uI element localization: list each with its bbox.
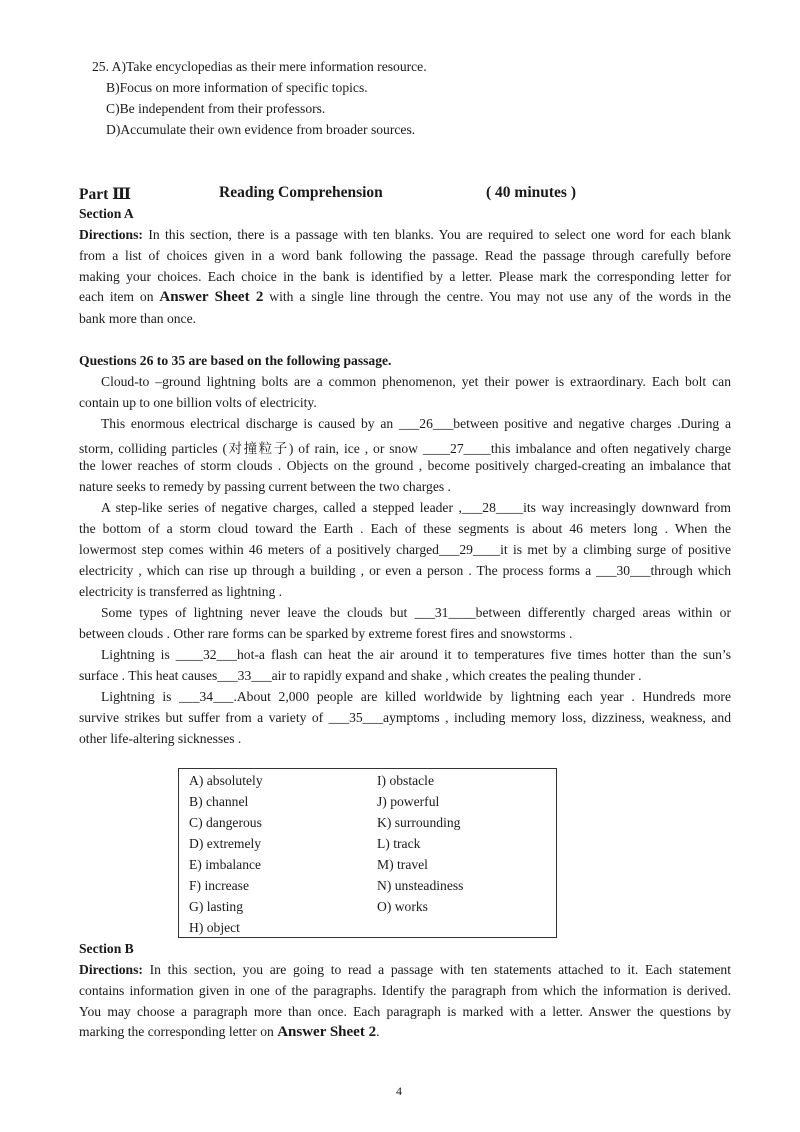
answer-sheet-label: Answer Sheet 2: [277, 1024, 377, 1040]
section-b-directions-line-2: contains information given in one of the paragraphs. Identify the paragraph from which the information is derived.: [79, 983, 731, 998]
section-a-heading: Section A: [79, 206, 134, 221]
word-bank-item: J) powerful: [377, 794, 440, 809]
word-bank-item: D) extremely: [189, 836, 262, 851]
word-bank-item: E) imbalance: [189, 857, 262, 872]
passage-line: nature seeks to remedy by passing current between the two charges .: [79, 479, 451, 494]
section-a-directions-line-1: [79, 227, 731, 243]
directions-text: with a single line through the centre. You may not use any of the words in the: [269, 289, 731, 304]
q25-option-c: C)Be independent from their professors.: [106, 101, 326, 116]
passage-line: A step-like series of negative charges, called a stepped leader ,___28____its way increasingly downward from: [101, 500, 731, 515]
word-bank-item: H) object: [189, 920, 240, 935]
section-b-directions-line-1: [79, 962, 731, 978]
passage-line: Cloud-to –ground lightning bolts are a common phenomenon, yet their power is extraordinary. Each bolt can: [101, 374, 731, 389]
part-title: Reading Comprehension: [219, 184, 383, 201]
word-bank-item: F) increase: [189, 878, 250, 893]
directions-text: In this section, you are going to read a passage with ten statements attached to it. Each statement: [149, 962, 731, 977]
passage-line: the bottom of a storm cloud toward the Earth . Each of these segments is about 46 meters long . When the: [79, 521, 731, 536]
directions-text: each item on: [79, 289, 154, 304]
directions-text: .: [376, 1024, 380, 1039]
passage-heading: Questions 26 to 35 are based on the following passage.: [79, 353, 392, 368]
section-a-directions-line-3: making your choices. Each choice in the bank is identified by a letter. Please mark the corresponding letter for: [79, 269, 731, 284]
passage-line: electricity , which can rise up through a building , or even a person . The process forms a ___30___through which: [79, 563, 731, 578]
word-bank-item: B) channel: [189, 794, 249, 809]
passage-line: Lightning is ____32___hot-a flash can heat the air around it to temperatures five times hotter than the sun’s: [101, 647, 731, 662]
passage-line: This enormous electrical discharge is caused by an ___26___between positive and negative charges .During a: [101, 416, 731, 431]
word-bank-item: O) works: [377, 899, 428, 914]
directions-label: Directions:: [79, 227, 143, 242]
passage-line: storm, colliding particles (对撞粒子) of rain, ice , or snow ____27____this imbalance and often negatively charge: [79, 441, 731, 456]
passage-line: surface . This heat causes___33___air to rapidly expand and shake , which creates the pealing thunder .: [79, 668, 642, 683]
word-bank: [178, 768, 557, 938]
section-b-heading: Section B: [79, 941, 134, 956]
part-time: ( 40 minutes ): [486, 184, 576, 201]
word-bank-item: K) surrounding: [377, 815, 461, 830]
directions-text: marking the corresponding letter on: [79, 1024, 274, 1039]
section-b-directions-line-3: You may choose a paragraph more than once. Each paragraph is marked with a letter. Answer the questions by: [79, 1004, 731, 1019]
word-bank-item: L) track: [377, 836, 421, 851]
passage-line: survive strikes but suffer from a variety of ___35___aymptoms , including memory loss, dizziness, weakness, and: [79, 710, 731, 725]
word-bank-item: G) lasting: [189, 899, 243, 914]
part-label: Part Ⅲ: [79, 186, 132, 203]
passage-line: electricity is transferred as lightning .: [79, 584, 283, 599]
directions-text: In this section, there is a passage with ten blanks. You are required to select one word for each blank: [148, 227, 732, 242]
q25-option-a: 25. A)Take encyclopedias as their mere information resource.: [92, 59, 427, 74]
answer-sheet-label: Answer Sheet 2: [159, 289, 264, 305]
word-bank-item: A) absolutely: [189, 773, 263, 788]
passage-line: the lower reaches of storm clouds . Objects on the ground , become positively charged-creating an imbalance that: [79, 458, 731, 473]
passage-line: other life-altering sicknesses .: [79, 731, 242, 746]
passage-line: Lightning is ___34___.About 2,000 people are killed worldwide by lightning each year . Hundreds more: [101, 689, 731, 704]
passage-line: contain up to one billion volts of electricity.: [79, 395, 317, 410]
passage-line: between clouds . Other rare forms can be sparked by extreme forest fires and snowstorms .: [79, 626, 573, 641]
word-bank-item: M) travel: [377, 857, 428, 872]
directions-label: Directions:: [79, 962, 143, 977]
passage-line: lowermost step comes within 46 meters of a positively charged___29____it is met by a climbing surge of positive: [79, 542, 731, 557]
q25-option-d: D)Accumulate their own evidence from broader sources.: [106, 122, 416, 137]
word-bank-item: I) obstacle: [377, 773, 434, 788]
q25-option-b: B)Focus on more information of specific topics.: [106, 80, 368, 95]
section-a-directions-line-5: bank more than once.: [79, 311, 197, 326]
section-a-directions-line-2: from a list of choices given in a word bank following the passage. Read the passage through carefully before: [79, 248, 731, 263]
section-a-directions-line-4: [79, 289, 731, 306]
word-bank-item: C) dangerous: [189, 815, 262, 830]
section-b-directions-line-4: [79, 1024, 380, 1041]
page-number: 4: [396, 1084, 402, 1098]
passage-line: Some types of lightning never leave the clouds but ___31____between differently charged areas within or: [101, 605, 731, 620]
word-bank-item: N) unsteadiness: [377, 878, 464, 893]
